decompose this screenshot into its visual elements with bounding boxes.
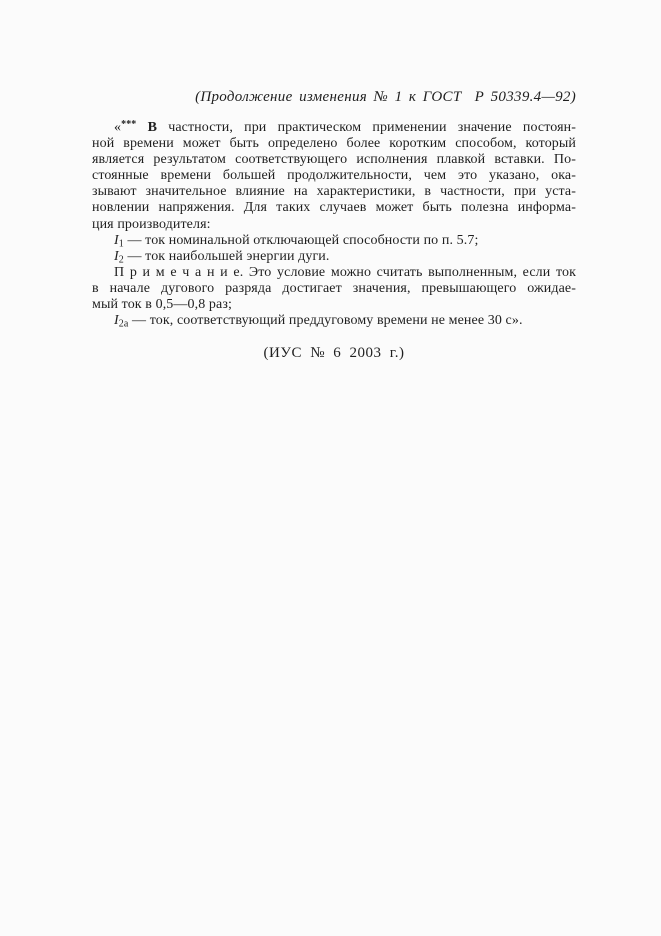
paragraph-line-3: является результатом соответствующего исполнения плавкой вставки. По- bbox=[92, 152, 576, 168]
current-symbol-i2a: I bbox=[114, 313, 119, 329]
subscript-2a: 2a bbox=[118, 318, 129, 330]
continuation-header: (Продолжение изменения № 1 к ГОСТ Р 50339.4—92) bbox=[195, 89, 576, 105]
paragraph-line-7: ция производителя: bbox=[92, 216, 211, 232]
footnote-stars: *** bbox=[121, 119, 137, 130]
note-line-3: мый ток в 0,5—0,8 раз; bbox=[92, 297, 232, 313]
paragraph-line-4: стоянные времени большей продолжительности, чем это указано, ока- bbox=[92, 168, 576, 184]
definition-i1-text: — ток номинальной отключающей способности по п. 5.7; bbox=[123, 232, 479, 248]
paragraph-line-5: зывают значительное влияние на характеристики, в частности, при уста- bbox=[92, 184, 576, 200]
paragraph-line-2: ной времени может быть определено более коротким способом, который bbox=[92, 136, 576, 152]
definition-i2 bbox=[92, 249, 576, 265]
amendment-text bbox=[92, 120, 576, 329]
current-symbol-i2: I bbox=[114, 248, 119, 264]
definition-i1 bbox=[92, 233, 576, 249]
current-symbol-i1: I bbox=[114, 232, 119, 248]
text-column bbox=[92, 88, 576, 362]
definition-i2-text: — ток наибольшей энергии дуги. bbox=[123, 248, 330, 264]
lead-letter: В bbox=[136, 120, 158, 135]
subscript-2: 2 bbox=[118, 254, 124, 266]
definition-i2a-text: — ток, соответствующий преддуговому времени не менее 30 с». bbox=[128, 313, 523, 329]
definition-i2a bbox=[92, 313, 576, 329]
note-line-1: П р и м е ч а н и е. Это условие можно считать выполненным, если ток bbox=[114, 264, 576, 280]
subscript-1: 1 bbox=[118, 238, 124, 250]
paragraph-line-6: новлении напряжения. Для таких случаев может быть полезна информа- bbox=[92, 200, 576, 216]
open-quote: « bbox=[114, 120, 122, 135]
paragraph-text: частности, при практическом применении значение постоян- bbox=[157, 120, 576, 135]
paragraph-line-1 bbox=[92, 120, 576, 136]
note-line-2: в начале дугового разряда достигает значения, превышающего ожидае- bbox=[92, 280, 576, 296]
ius-reference: (ИУС № 6 2003 г.) bbox=[263, 345, 405, 362]
